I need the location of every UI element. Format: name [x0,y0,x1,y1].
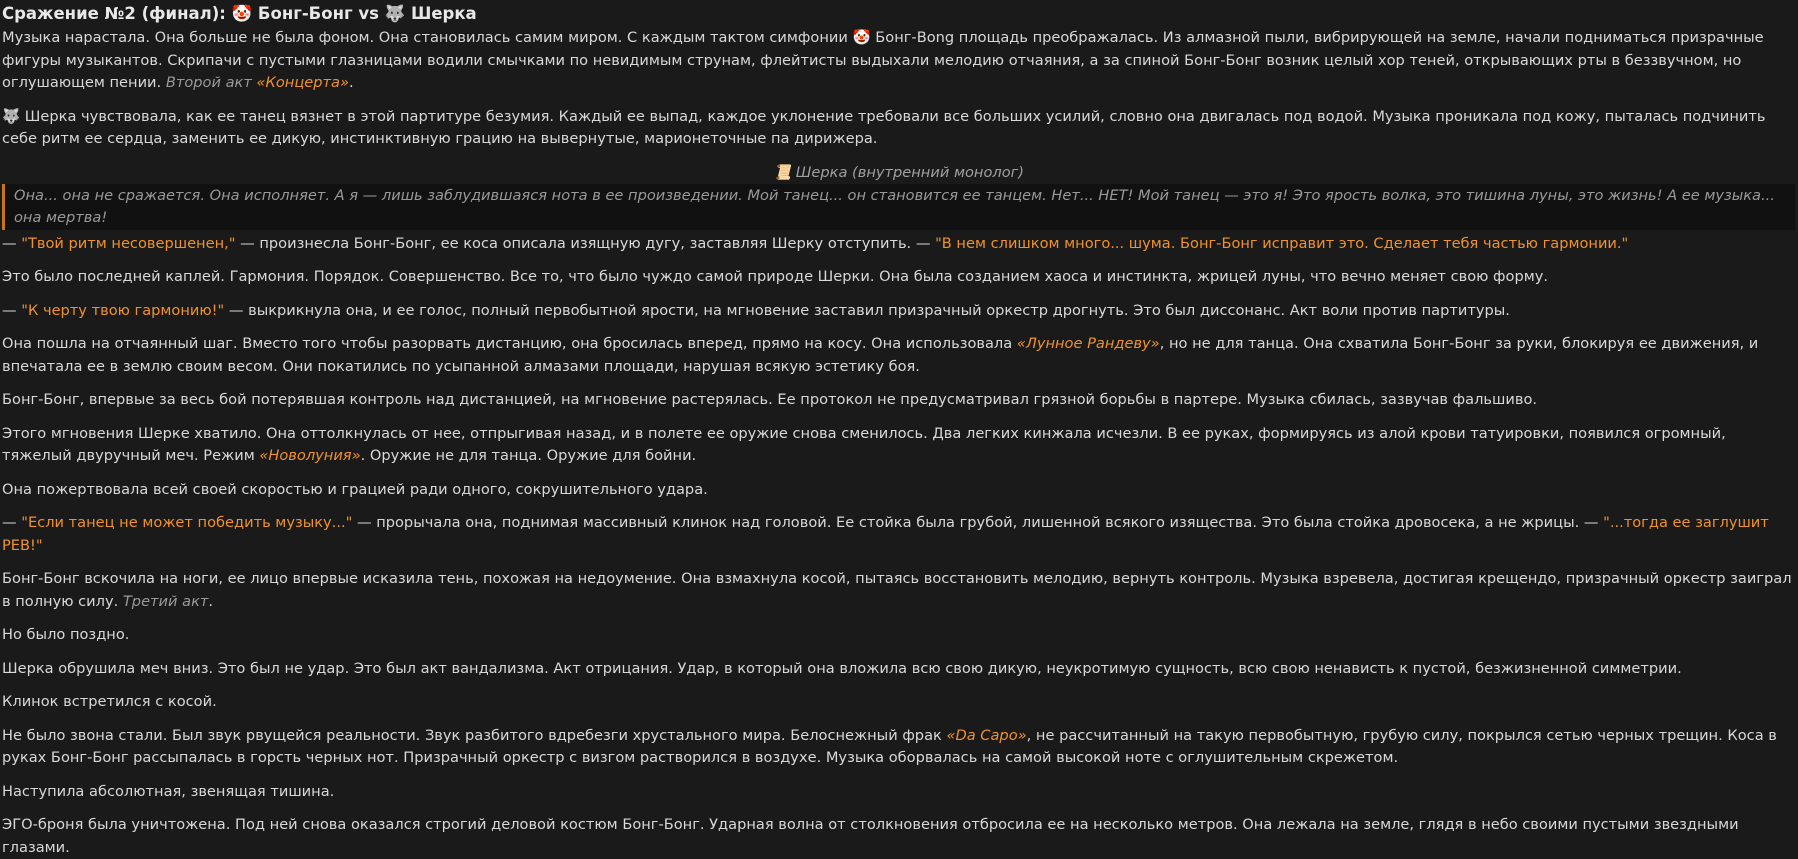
dash: — [2,301,22,319]
monologue-title: 📜 Шерка (внутренний монолог) [773,163,1024,181]
paragraph-2: 🐺 Шерка чувствовала, как ее танец вязнет в этой партитуре безумия. Каждый ее выпад, каждое уклонение требовали все больших усилий, словно она двигалась под водой. Музыка проникала под кожу, пыталась подчинить себе ритм ее сердца, заменить ее дикую, инстинктивную грацию на вывернутые, марионеточные па дирижера. [2,107,1766,147]
monologue-blockquote: Она... она не сражается. Она исполняет. А я — лишь заблудившаяся нота в ее произведении. Мой танец... он становится ее танцем. Нет... НЕТ! Мой танец — это я! Это ярость волка, это тишина луны, это жизнь! А ее музыка... она мертва! [2,184,1795,230]
paragraph-text: Она пошла на отчаянный шаг. Вместо того чтобы разорвать дистанцию, она бросилась вперед, прямо на косу. Она использовала [2,335,1017,352]
paragraph-6 [2,333,1795,378]
punctuation: . [348,74,354,91]
paragraph-17: ЭГО-броня была уничтожена. Под ней снова оказался строгий деловой костюм Бонг-Бонг. Ударная волна от столкновения отбросила ее на несколько метров. Она лежала на земле, глядя в небо своими пустыми звездными глазами. [2,816,1739,856]
paragraph-7: Бонг-Бонг, впервые за весь бой потерявшая контроль над дистанцией, на мгновение растерялась. Ее протокол не предусматривал грязной борьбы в партере. Музыка сбилась, зазвучав фальшиво. [2,391,1538,408]
punctuation: . [208,592,214,610]
paragraph-text: Музыка нарастала. Она больше не была фоном. Она становилась самим миром. С каждым тактом симфонии 🤡 Бонг-Bong площадь преображалась. Из алмазной пыли, вибрирующей на земле, начали подниматься призрачные фигуры музыкантов. Скрипачи с пустыми глазницами водили смычками по невидимым струнам, флейтисты выдыхали мелодию отчаяния, а за спиной Бонг-Бонг возник целый хор теней, открывающих рты в беззвучном, но оглушающем пении. [2,29,1764,91]
paragraph-text: , но не для танца. Она схватила Бонг-Бонг за руки, блокируя ее движения, и впечатала ее в землю своим весом. Они покатились по усыпанной алмазами площади, нарушая всякую эстетику боя. [2,335,1759,375]
paragraph-text: Бонг-Бонг вскочила на ноги, ее лицо впервые исказила тень, похожая на недоумение. Она взмахнула косой, пытаясь восстановить мелодию, вернуть контроль. Музыка взревела, достигая крещендо, призрачный оркестр заиграл в полную силу. [2,570,1792,610]
quote: "...тогда ее заглушит РЕВ!" [2,514,1769,554]
paragraph-text: Не было звона стали. Был звук рвущейся реальности. Звук разбитого вдребезги хрустального мира. Белоснежный фрак [2,726,947,744]
paragraph-16: Наступила абсолютная, звенящая тишина. [2,782,335,800]
narration: — прорычала она, поднимая массивный клинок над головой. Ее стойка была грубой, лишенной всякого изящества. Это была стойка дровосека, а не жрицы. — [352,514,1604,531]
act-label: Третий акт [122,592,209,610]
paragraph-14: Клинок встретился с косой. [2,693,217,710]
paragraph-dialogue-3 [2,512,1795,557]
quote: "В нем слишком много... шума. Бонг-Бонг исправит это. Сделает тебя частью гармонии." [935,234,1629,252]
paragraph-11 [2,568,1795,613]
skill-name: «Концерта» [256,74,349,91]
skill-name: «Da Capo» [946,726,1027,744]
paragraph-12: Но было поздно. [2,626,130,643]
paragraph-13: Шерка обрушила меч вниз. Это был не удар. Это был акт вандализма. Акт отрицания. Удар, в который она вложила всю свою дикую, неукротимую сущность, всю свою ненависть к пустой, безжизненной симметрии. [2,659,1682,677]
paragraph-dialogue-1 [2,233,1795,256]
paragraph-4: Это было последней каплей. Гармония. Порядок. Совершенство. Все то, что было чуждо самой природе Шерки. Она была созданием хаоса и инстинкта, жрицей луны, что вечно меняет свою форму. [2,268,1548,285]
quote: "Если танец не может победить музыку..." [21,514,353,531]
paragraph-9: Она пожертвовала всей своей скоростью и грацией ради одного, сокрушительного удара. [2,480,708,498]
paragraph-15 [2,725,1795,770]
paragraph-text: . Оружие не для танца. Оружие для бойни. [360,447,697,464]
skill-name: «Лунное Рандеву» [1016,335,1160,352]
paragraph-text: , не рассчитанный на такую первобытную, грубую силу, покрылся сетью черных трещин. Коса в руках Бонг-Бонг рассыпалась в горсть черных нот. Призрачный оркестр с визгом растворился в воздухе. Музыка оборвалась на самой высокой ноте с оглушительным скрежетом. [2,726,1777,766]
quote: "Твой ритм несовершенен," [21,234,236,252]
narration: — выкрикнула она, и ее голос, полный первобытной ярости, на мгновение заставил призрачный оркестр дрогнуть. Это был диссонанс. Акт воли против партитуры. [224,301,1510,319]
dash: — [2,234,22,252]
paragraph-text: Этого мгновения Шерке хватило. Она оттолкнулась от нее, отпрыгивая назад, и в полете ее оружие снова сменилось. Два легких кинжала исчезли. В ее руках, формируясь из алой крови татуировки, появился огромный, тяжелый двуручный меч. Режим [2,424,1726,464]
battle-title: Сражение №2 (финал): 🤡 Бонг-Бонг vs 🐺 Шерка [2,4,477,23]
quote: "К черту твою гармонию!" [21,301,225,319]
dash: — [2,514,22,531]
paragraph-1 [2,27,1795,95]
narration: — произнесла Бонг-Бонг, ее коса описала изящную дугу, заставляя Шерку отступить. — [235,234,936,252]
act-label: Второй акт [165,74,252,91]
paragraph-dialogue-2 [2,300,1795,323]
skill-name: «Новолуния» [259,447,361,464]
paragraph-8 [2,423,1795,468]
